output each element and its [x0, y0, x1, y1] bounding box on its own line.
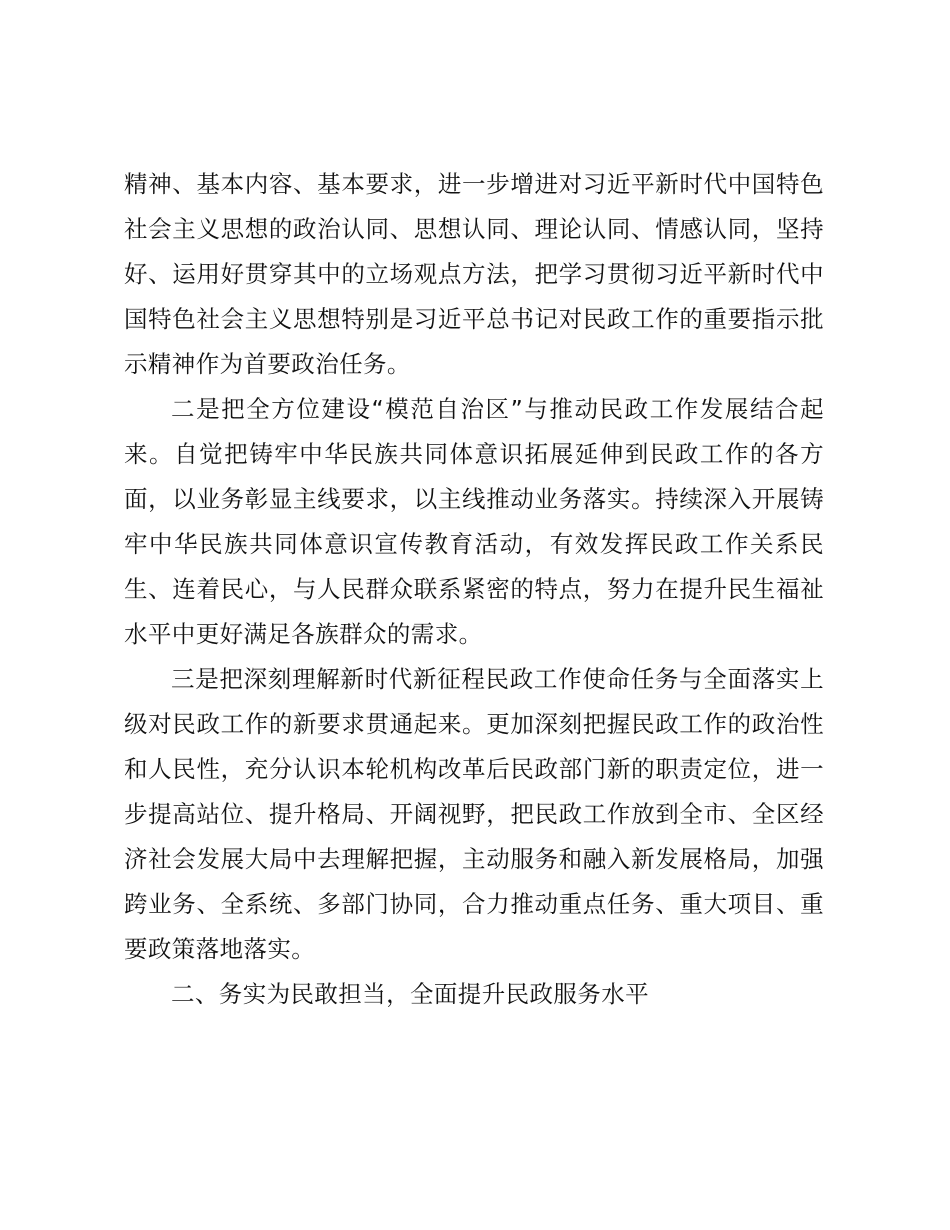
- section-heading: 二、务实为民敢担当，全面提升民政服务水平: [171, 980, 649, 1008]
- paragraph-continuation: 精神、基本内容、基本要求，进一步增进对习近平新时代中国特色社会主义思想的政治认同、思想认同、理论认同、情感认同，坚持好、运用好贯穿其中的立场观点方法，把学习贯彻习近平新时代中国特色社会主义思想特别是习近平总书记对民政工作的重要指示批示精神作为首要政治任务。: [124, 170, 824, 378]
- paragraph-point-three: 三是把深刻理解新时代新征程民政工作使命任务与全面落实上级对民政工作的新要求贯通起来。更加深刻把握民政工作的政治性和人民性，充分认识本轮机构改革后民政部门新的职责定位，进一步提高站位、提升格局、开阔视野，把民政工作放到全市、全区经济社会发展大局中去理解把握，主动服务和融入新发展格局，加强跨业务、全系统、多部门协同，合力推动重点任务、重大项目、重要政策落地落实。: [124, 665, 824, 963]
- document-body: [124, 162, 824, 1017]
- paragraph-point-two: 二是把全方位建设“模范自治区”与推动民政工作发展结合起来。自觉把铸牢中华民族共同体意识拓展延伸到民政工作的各方面，以业务彰显主线要求，以主线推动业务落实。持续深入开展铸牢中华民族共同体意识宣传教育活动，有效发挥民政工作关系民生、连着民心，与人民群众联系紧密的特点，努力在提升民生福祉水平中更好满足各族群众的需求。: [124, 395, 824, 648]
